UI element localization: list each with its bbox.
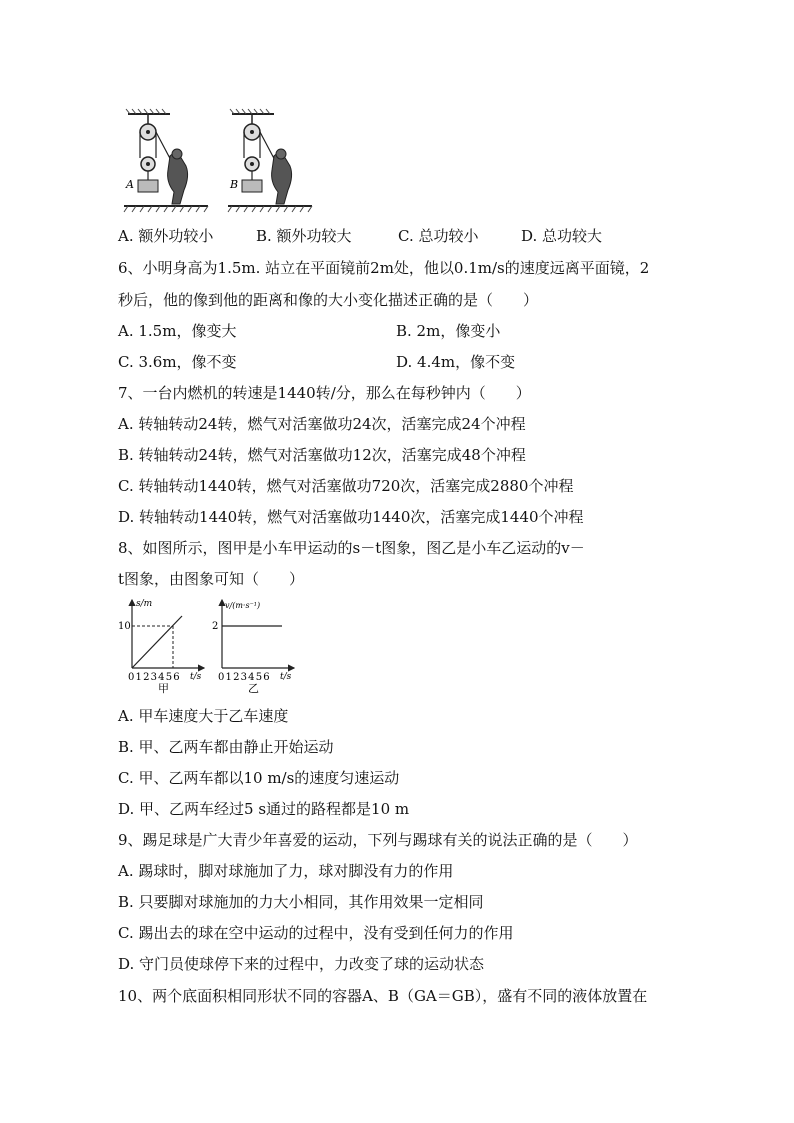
q6-option-d: D. 4.4m，像不变 (396, 353, 516, 371)
q6-option-a: A. 1.5m，像变大 (118, 322, 237, 340)
figure-label-b: B (230, 178, 239, 191)
q8-option-b: B. 甲、乙两车都由静止开始运动 (118, 738, 334, 756)
figure-label-a: A (126, 178, 134, 191)
graph-yi-ylabel: v/(m·s⁻¹) (225, 601, 261, 610)
q9-option-b: B. 只要脚对球施加的力大小相同，其作用效果一定相同 (118, 893, 484, 911)
pulley-figure-a (122, 108, 212, 214)
pulley-figure-b (226, 108, 316, 214)
q6-stem-line1: 6、小明身高为1.5m. 站立在平面镜前2m处，他以0.1m/s的速度远离平面镜，2 (118, 259, 650, 277)
graph-yi-xlabel: t/s (280, 672, 292, 682)
graph-jia (118, 596, 210, 696)
q7-option-b: B. 转轴转动24转，燃气对活塞做功12次，活塞完成48个冲程 (118, 446, 526, 464)
q9-option-d: D. 守门员使球停下来的过程中，力改变了球的运动状态 (118, 955, 485, 973)
q9-option-c: C. 踢出去的球在空中运动的过程中，没有受到任何力的作用 (118, 924, 514, 942)
q5-option-a: A. 额外功较小 (118, 227, 214, 245)
q7-stem: 7、一台内燃机的转速是1440转/分，那么在每秒钟内（ ） (118, 384, 531, 402)
q9-stem: 9、踢足球是广大青少年喜爱的运动，下列与踢球有关的说法正确的是（ ） (118, 831, 638, 849)
q7-option-a: A. 转轴转动24转，燃气对活塞做功24次，活塞完成24个冲程 (118, 415, 526, 433)
graph-yi (208, 596, 300, 696)
graph-yi-ytick: 2 (212, 621, 219, 632)
q6-option-b: B. 2m，像变小 (396, 322, 501, 340)
graph-jia-line (132, 616, 182, 668)
q8-stem-line1: 8、如图所示，图甲是小车甲运动的s－t图象，图乙是小车乙运动的v－ (118, 539, 585, 557)
q7-option-c: C. 转轴转动1440转，燃气对活塞做功720次，活塞完成2880个冲程 (118, 477, 574, 495)
q7-option-d: D. 转轴转动1440转，燃气对活塞做功1440次，活塞完成1440个冲程 (118, 508, 584, 526)
graph-jia-caption: 甲 (158, 682, 169, 695)
graph-jia-xticks: 0 1 2 3 4 5 6 (128, 672, 179, 683)
graph-yi-xticks: 0 1 2 3 4 5 6 (218, 672, 269, 683)
q8-option-c: C. 甲、乙两车都以10 m/s的速度匀速运动 (118, 769, 400, 787)
q9-option-a: A. 踢球时，脚对球施加了力，球对脚没有力的作用 (118, 862, 454, 880)
q8-option-d: D. 甲、乙两车经过5 s通过的路程都是10 m (118, 800, 410, 818)
q6-option-c: C. 3.6m，像不变 (118, 353, 237, 371)
graph-yi-caption: 乙 (248, 682, 259, 695)
q8-stem-line2: t图象，由图象可知（ ） (118, 570, 305, 588)
graph-jia-ytick: 10 (118, 621, 131, 632)
q8-option-a: A. 甲车速度大于乙车速度 (118, 707, 289, 725)
q5-option-b: B. 额外功较大 (256, 227, 352, 245)
q5-option-c: C. 总功较小 (398, 227, 479, 245)
q5-option-d: D. 总功较大 (521, 227, 603, 245)
q10-stem: 10、两个底面积相同形状不同的容器A、B（GA＝GB），盛有不同的液体放置在 (118, 987, 648, 1005)
graph-jia-xlabel: t/s (190, 672, 202, 682)
q6-stem-line2: 秒后，他的像到他的距离和像的大小变化描述正确的是（ ） (118, 291, 539, 309)
graph-jia-ylabel: s/m (136, 599, 153, 609)
